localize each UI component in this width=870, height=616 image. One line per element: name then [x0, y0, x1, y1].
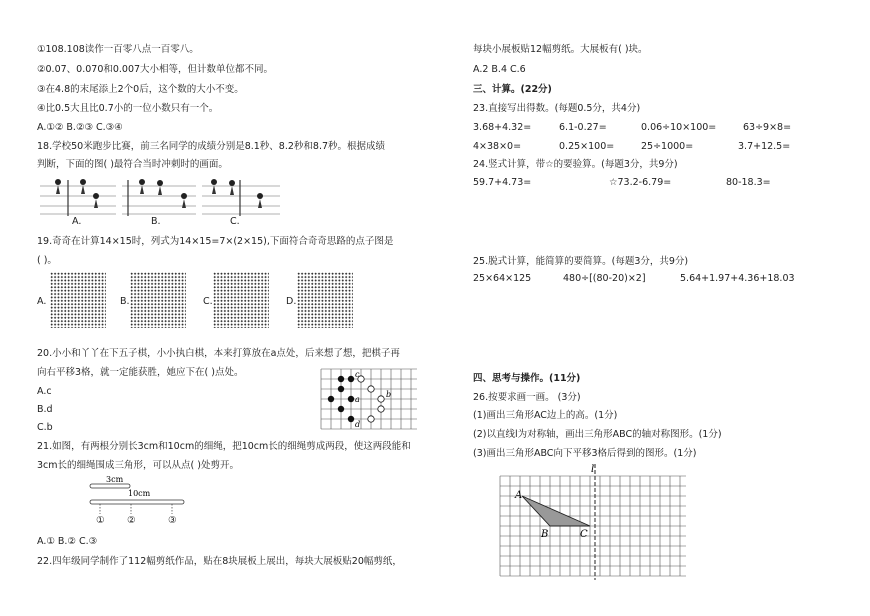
q25-item-1: 25×64×125	[473, 273, 532, 284]
q17-statement-4: ④比0.5大且比0.7小的一位小数只有一个。	[37, 103, 219, 114]
q18-label-a: A.	[72, 216, 82, 227]
q23-item-5: 4×38×0=	[473, 141, 522, 152]
dot-grid-b	[130, 272, 186, 328]
q25-title: 25.脱式计算，能简算的要简算。(每题3分，共9分)	[473, 256, 689, 267]
q22-text-line1: 22.四年级同学制作了112幅剪纸作品，贴在8块展板上展出，每块大展板贴20幅剪纸，	[37, 556, 402, 567]
q17-statement-1: ①108.108读作一百零八点一百零八。	[37, 44, 199, 55]
q18-text-line2: 判断，下面的图( )最符合当时冲刺时的画面。	[37, 159, 228, 170]
q26-step-1: (1)画出三角形AC边上的高。(1分)	[473, 410, 618, 421]
dot-grid-c	[213, 272, 269, 328]
q20-text-line2: 向右平移3格，就一定能获胜，她应下在( )点处。	[37, 367, 244, 378]
vertex-b-label: B	[541, 529, 549, 540]
axis-l-label: l	[591, 464, 595, 475]
vertex-a-label: A	[515, 490, 523, 501]
rope-short-label: 3cm	[106, 475, 124, 484]
q19-label-d: D.	[286, 296, 297, 307]
q21-text-line1: 21.如图，有两根分别长3cm和10cm的细绳，把10cm长的细绳剪成两段，使这两段能和	[37, 441, 411, 452]
gomoku-board	[320, 367, 418, 435]
section-3-heading: 三、计算。(22分)	[473, 84, 552, 95]
q26-title: 26.按要求画一画。 (3分)	[473, 392, 581, 403]
cut-point-2: ②	[127, 515, 136, 526]
q20-option-b: B.d	[37, 404, 53, 415]
q23-item-2: 6.1-0.27=	[559, 122, 607, 133]
race-picture-c	[202, 179, 280, 216]
cut-point-1: ①	[96, 515, 105, 526]
q24-item-1: 59.7+4.73=	[473, 177, 532, 188]
rope-short	[90, 484, 130, 488]
q26-step-2: (2)以直线l为对称轴，画出三角形ABC的轴对称图形。(1分)	[473, 429, 722, 440]
q19-text-line1: 19.奇奇在计算14×15时，列式为14×15=7×(2×15),下面符合奇奇思路的点子图是	[37, 236, 394, 247]
dot-grid-d	[297, 272, 353, 328]
q19-text-line2: ( )。	[37, 255, 57, 266]
q24-item-3: 80-18.3=	[726, 177, 771, 188]
q17-options: A.①② B.②③ C.③④	[37, 122, 123, 133]
q19-label-b: B.	[120, 296, 130, 307]
q23-item-4: 63÷9×8=	[743, 122, 792, 133]
q22-options: A.2 B.4 C.6	[473, 64, 526, 75]
triangle-grid	[498, 462, 690, 582]
q20-option-c: C.b	[37, 422, 53, 433]
vertex-c-label: C	[580, 529, 588, 540]
q25-item-3: 5.64+1.97+4.36+18.03	[680, 273, 795, 284]
q22-text-line2: 每块小展板贴12幅剪纸。大展板有( )块。	[473, 44, 648, 55]
board-label-d: d	[355, 420, 361, 429]
q18-label-c: C.	[230, 216, 240, 227]
q23-item-3: 0.06÷10×100=	[641, 122, 717, 133]
q23-title: 23.直接写出得数。(每题0.5分，共4分)	[473, 103, 641, 114]
q21-options: A.① B.② C.③	[37, 536, 98, 547]
q20-text-line1: 20.小小和丫丫在下五子棋，小小执白棋，本来打算放在a点处，后来想了想，把棋子再	[37, 348, 400, 359]
q20-option-a: A.c	[37, 386, 52, 397]
section-4-heading: 四、思考与操作。(11分)	[473, 373, 581, 384]
rope-long	[90, 500, 184, 504]
race-picture-a	[40, 179, 116, 216]
q23-item-1: 3.68+4.32=	[473, 122, 532, 133]
q26-step-3: (3)画出三角形ABC向下平移3格后得到的图形。(1分)	[473, 448, 697, 459]
q23-item-7: 25÷1000=	[641, 141, 694, 152]
board-label-a: a	[355, 395, 360, 404]
rope-long-label: 10cm	[128, 489, 151, 498]
board-label-c: c	[355, 370, 360, 379]
q24-item-2: ☆73.2-6.79=	[609, 177, 672, 188]
q24-title: 24.竖式计算，带☆的要验算。(每题3分，共9分)	[473, 159, 678, 170]
q25-item-2: 480÷[(80-20)×2]	[563, 273, 646, 284]
q17-statement-2: ②0.07、0.070和0.007大小相等，但计数单位都不同。	[37, 64, 274, 75]
dot-grid-a	[50, 272, 106, 328]
q23-item-6: 0.25×100=	[559, 141, 615, 152]
board-label-b: b	[386, 390, 392, 399]
cut-point-3: ③	[168, 515, 177, 526]
q18-label-b: B.	[151, 216, 161, 227]
q21-text-line2: 3cm长的细绳围成三角形，可以从点( )处剪开。	[37, 460, 239, 471]
q23-item-8: 3.7+12.5=	[738, 141, 791, 152]
q18-text-line1: 18.学校50米跑步比赛，前三名同学的成绩分别是8.1秒、8.2秒和8.7秒。根据成绩	[37, 141, 386, 152]
q19-label-a: A.	[37, 296, 47, 307]
q19-label-c: C.	[203, 296, 213, 307]
race-picture-b	[122, 179, 196, 216]
q17-statement-3: ③在4.8的末尾添上2个0后，这个数的大小不变。	[37, 84, 244, 95]
